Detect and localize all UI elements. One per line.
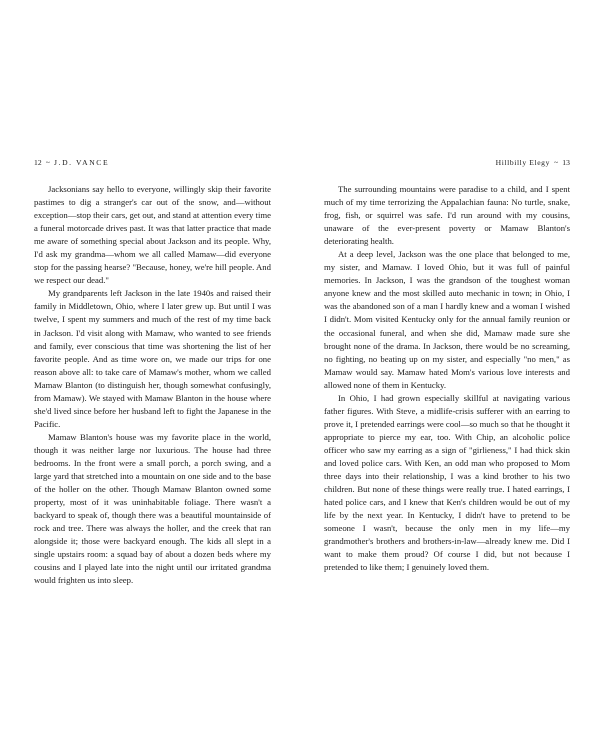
right-paragraph-3: In Ohio, I had grown especially skillful at navigating various father figures. With Steve, a midlife-crisis sufferer with an earring to prove it, I pretended earrings were cool—so much so that he thought it appropriate to pierce my ear, too. With Chip, an alcoholic police officer who saw my earring as a sign of "girlieness," I had thick skin and loved police cars. With Ken, an odd man who proposed to Mom three days into their relationship, I was a kind brother to his two children. But none of these things were really true. I hated earrings, I hated police cars, and I knew that Ken's children would be out of my life by the next year. In Kentucky, I didn't have to pretend to be someone I wasn't, because the only men in my life—my grandmother's brothers and brothers-in-law—already knew me. Did I want to make them proud? Of course I did, but not because I pretended to like them; I genuinely loved them. xyxy=(324,392,570,573)
left-paragraph-1: Jacksonians say hello to everyone, willingly skip their favorite pastimes to dig a stranger's car out of the snow, and—without exception—stop their cars, get out, and stand at attention every time a funeral motorcade drives past. It was that latter practice that made me aware of something special about Jackson and its people. Why, I'd ask my grandma—whom we all called Mamaw—did everyone stop for the passing hearse? "Because, honey, we're hill people. And we respect our dead." xyxy=(34,184,271,286)
right-page-number: 13 xyxy=(562,158,570,167)
right-paragraph-1: The surrounding mountains were paradise to a child, and I spent much of my time terrorizing the Appalachian fauna: No turtle, snake, frog, fish, or squirrel was safe. I'd run around with my cousins, unaware of the ever-present poverty or Mamaw Blanton's deteriorating health. xyxy=(324,184,570,247)
right-paragraph-2: At a deep level, Jackson was the one place that belonged to me, my sister, and Mamaw. I loved Ohio, but it was full of painful memories. In Jackson, I was the grandson of the toughest woman anyone knew and the most skilled auto mechanic in town; in Ohio, I was the abandoned son of a man I hardly knew and a woman I wished I didn't. Mom visited Kentucky only for the annual family reunion or the occasional funeral, and when she did, Mamaw made sure she brought none of the drama. In Jackson, there would be no screaming, no fighting, no beating up on my sister, and especially "no men," as Mamaw would say. Mamaw hated Mom's various love interests and allowed none of them in Kentucky. xyxy=(324,249,570,390)
left-header-separator: ~ xyxy=(45,158,51,167)
left-body-text xyxy=(34,183,271,587)
right-running-head xyxy=(496,158,570,168)
left-running-head xyxy=(34,158,109,168)
running-head-title: Hillbilly Elegy xyxy=(495,158,550,167)
left-paragraph-2: My grandparents left Jackson in the late 1940s and raised their family in Middletown, Ohio, where I later grew up. But until I was twelve, I spent my summers and much of the rest of my time back in Jackson. I'd visit along with Mamaw, who wanted to see friends and family, ever conscious that time was shortening the list of her favorite people. And as time wore on, we made our trips for one reason above all: to take care of Mamaw's mother, whom we called Mamaw Blanton (to distinguish her, though somewhat confusingly, from Mamaw). We stayed with Mamaw Blanton in the house where she'd lived since before her husband left to fight the Japanese in the Pacific. xyxy=(34,288,271,429)
right-body-text xyxy=(324,183,570,574)
right-header-separator: ~ xyxy=(553,158,559,167)
left-page-number: 12 xyxy=(34,158,42,167)
right-page xyxy=(300,0,600,750)
left-paragraph-3: Mamaw Blanton's house was my favorite place in the world, though it was neither large nor luxurious. The house had three bedrooms. In the front were a small porch, a porch swing, and a large yard that stretched into a mountain on one side and to the base of the holler on the other. Though Mamaw Blanton owned some property, most of it was uninhabitable foliage. There wasn't a backyard to speak of, though there was a beautiful mountainside of rock and tree. There was always the holler, and the creek that ran alongside it; those were backyard enough. The kids all slept in a single upstairs room: a squad bay of about a dozen beds where my cousins and I played late into the night until our irritated grandma would frighten us into sleep. xyxy=(34,431,271,586)
running-head-author: J.D. VANCE xyxy=(54,158,110,167)
